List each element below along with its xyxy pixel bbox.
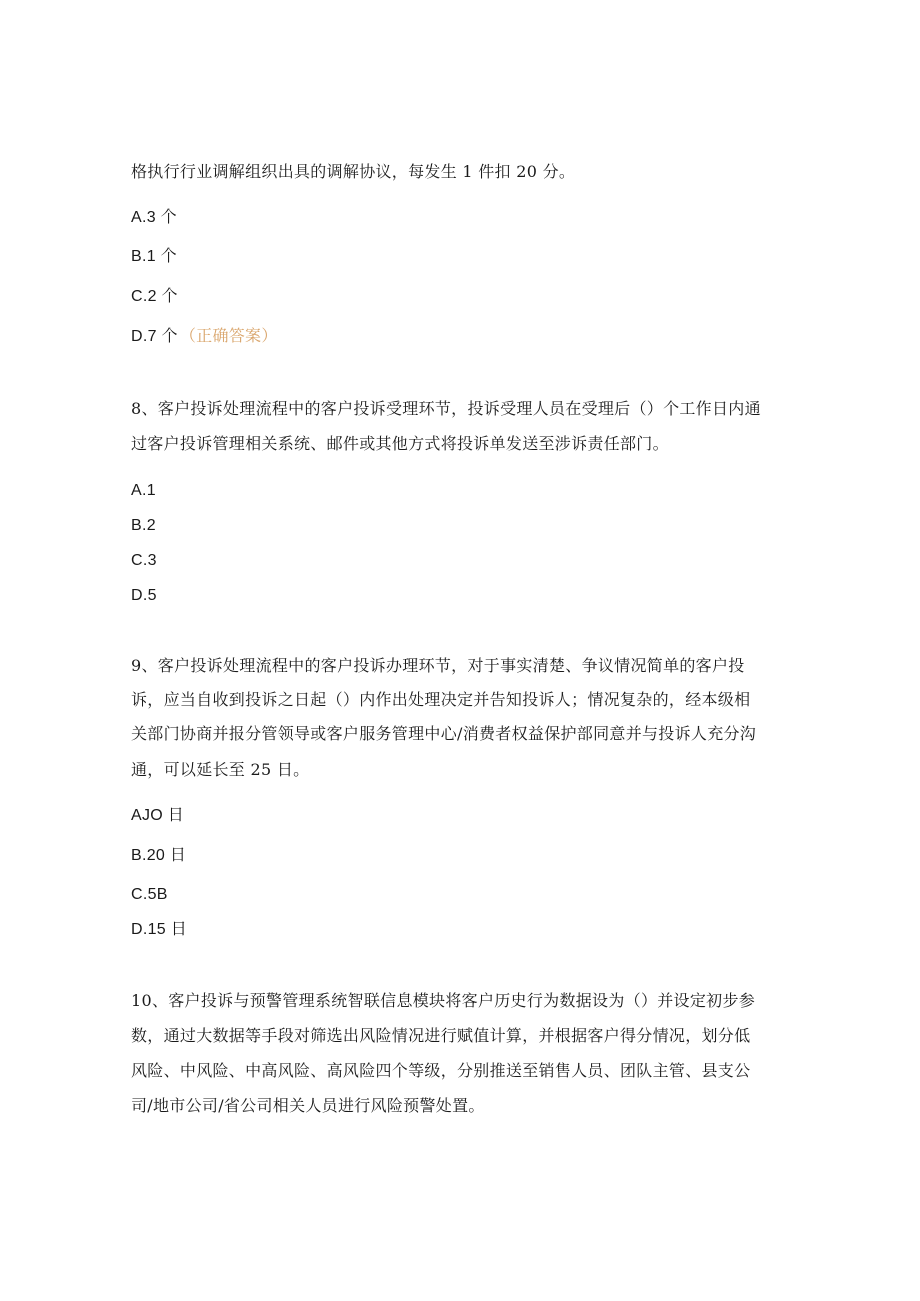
q8-option-c: C.3 <box>131 552 157 569</box>
q7-option-a: A.3 个 <box>131 209 177 226</box>
q10-text-line-3: 风险、中风险、中高风险、高风险四个等级，分别推送至销售人员、团队主管、县支公 <box>131 1061 751 1080</box>
q9-text-line-2: 诉，应当自收到投诉之日起（）内作出处理决定并告知投诉人；情况复杂的，经本级相 <box>131 690 751 709</box>
q8-text-line-1: 8、客户投诉处理流程中的客户投诉受理环节，投诉受理人员在受理后（）个工作日内通 <box>131 399 761 418</box>
q9-text-line-1: 9、客户投诉处理流程中的客户投诉办理环节，对于事实清楚、争议情况简单的客户投 <box>131 656 745 675</box>
q7-text-tail: 格执行行业调解组织出具的调解协议，每发生 1 件扣 20 分。 <box>131 162 576 181</box>
q10-text-line-1: 10、客户投诉与预警管理系统智联信息模块将客户历史行为数据设为（）并设定初步参 <box>131 991 756 1010</box>
q7-option-d <box>131 326 278 348</box>
q8-option-b: B.2 <box>131 517 156 534</box>
q7-option-b: B.1 个 <box>131 248 177 265</box>
q8-option-a: A.1 <box>131 482 156 499</box>
q9-option-b: B.20 日 <box>131 847 187 864</box>
q7-option-d-label: D.7 个 <box>131 328 178 345</box>
q9-option-a: AJO 日 <box>131 807 185 824</box>
q10-text-line-4: 司/地市公司/省公司相关人员进行风险预警处置。 <box>131 1096 485 1115</box>
correct-answer-mark: （正确答案） <box>179 328 278 345</box>
q7-option-c: C.2 个 <box>131 288 178 305</box>
q9-text-line-3: 关部门协商并报分管领导或客户服务管理中心/消费者权益保护部同意并与投诉人充分沟 <box>131 724 757 743</box>
q9-option-c: C.5B <box>131 886 168 903</box>
q10-text-line-2: 数，通过大数据等手段对筛选出风险情况进行赋值计算，并根据客户得分情况，划分低 <box>131 1026 751 1045</box>
q8-option-d: D.5 <box>131 587 157 604</box>
q8-text-line-2: 过客户投诉管理相关系统、邮件或其他方式将投诉单发送至涉诉责任部门。 <box>131 434 669 453</box>
q9-option-d: D.15 日 <box>131 921 188 938</box>
q9-text-line-4: 通，可以延长至 25 日。 <box>131 760 310 779</box>
